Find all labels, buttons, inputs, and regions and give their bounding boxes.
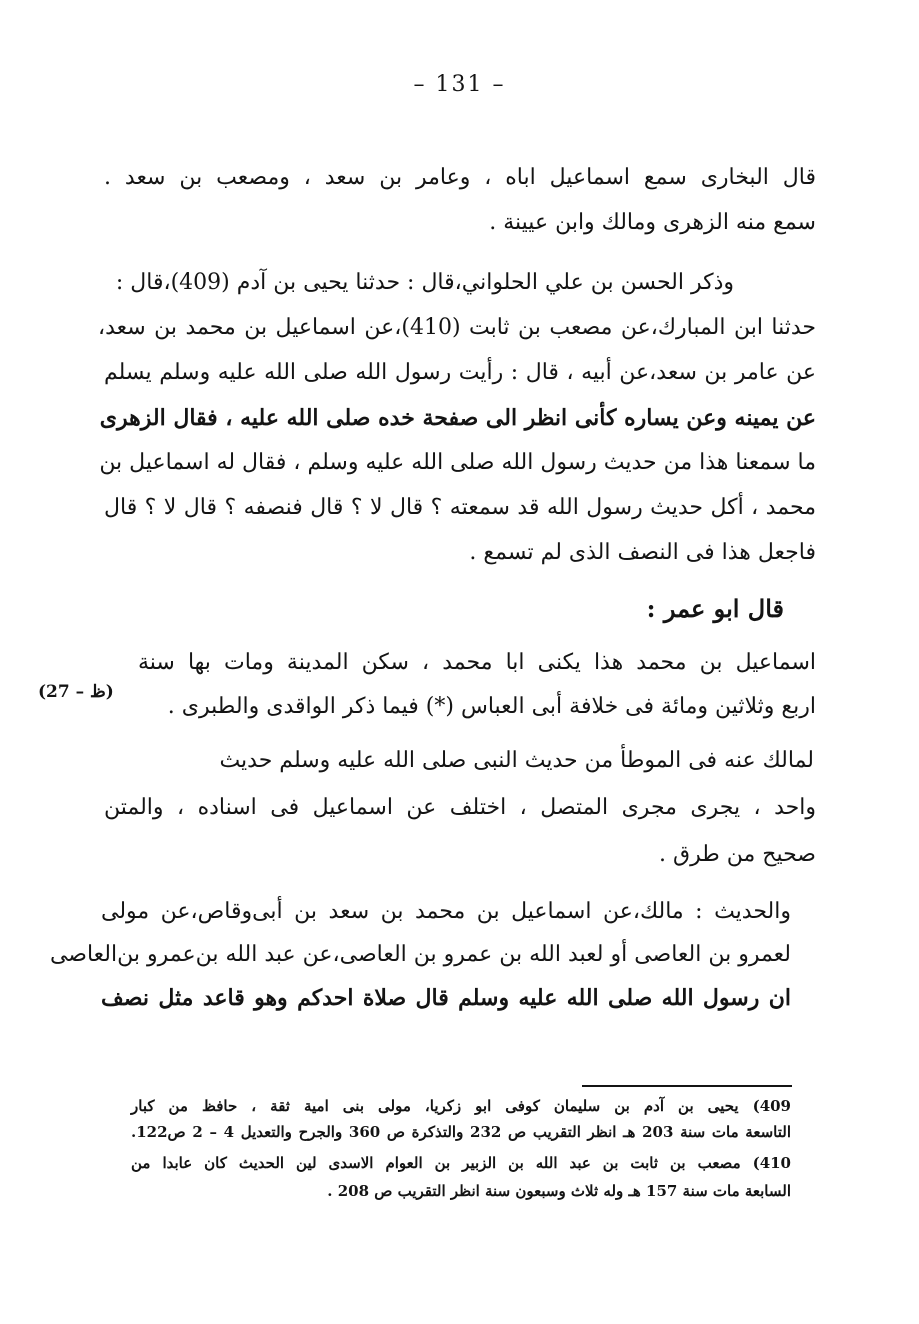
text-line-5: عن عامر بن سعد،عن أبيه ، قال : رأيت رسول الله صلى الله عليه وسلم يسلم [104,360,816,385]
margin-note: (27 – ظ) [38,682,114,702]
footnote-line-4: السابعة مات سنة 157 هـ وله ثلاث وسبعون سنة انظر التقريب ص 208 . [327,1182,791,1200]
footnote-line-2: التاسعة مات سنة 203 هـ انظر التقريب ص 232 والتذكرة ص 360 والجرح والتعديل 4 – 2 ص122. [131,1123,791,1141]
text-line-7: ما سمعنا هذا من حديث رسول الله صلى الله عليه وسلم ، فقال له اسماعيل بن [99,450,816,475]
text-line-14: واحد ، يجرى مجرى المتصل ، اختلف عن اسماعيل فى اسناده ، والمتن [104,795,816,820]
footnote-line-3: 410) مصعب بن ثابت بن عبد الله بن الزبير بن العوام الاسدى لين الحديث كان عابدا من [131,1154,791,1172]
text-line-16: والحديث : مالك،عن اسماعيل بن محمد بن سعد بن أبى‌وقاص،عن مولى [101,899,791,924]
text-line-11: اسماعيل بن محمد هذا يكنى ابا محمد ، سكن المدينة ومات بها سنة [138,650,816,675]
text-line-1: قال البخارى سمع اسماعيل اباه ، وعامر بن سعد ، ومصعب بن سعد . [104,165,816,190]
text-line-15: صحيح من طرق . [659,842,816,867]
text-line-9: فاجعل هذا فى النصف الذى لم تسمع . [469,540,816,565]
footnote-separator [582,1085,792,1087]
text-line-2: سمع منه الزهرى ومالك وابن عيينة . [489,210,816,235]
text-line-17: لعمرو بن العاصى أو لعبد الله بن عمرو بن العاصى،عن عبد الله بن‌عمرو بن‌العاصى [49,942,791,967]
text-line-18: ان رسول الله صلى الله عليه وسلم قال صلاة احدكم وهو قاعد مثل نصف [101,985,791,1011]
text-line-4: حدثنا ابن المبارك،عن مصعب بن ثابت (410)،عن اسماعيل بن محمد بن سعد، [98,315,817,340]
footnote-line-1: 409) يحيى بن آدم بن سليمان كوفى ابو زكريا، مولى بنى امية ثقة ، حافظ من كبار [131,1097,791,1115]
text-line-12: اربع وثلاثين ومائة فى خلافة أبى العباس (*) فيما ذكر الواقدى والطبرى . [167,694,816,719]
text-line-8: محمد ، أكل حديث رسول الله قد سمعته ؟ قال لا ؟ قال فنصفه ؟ قال لا ؟ قال [104,495,816,520]
text-line-13: لمالك عنه فى الموطأ من حديث النبى صلى الله عليه وسلم حديث [219,748,814,773]
subheading: قال ابو عمر : [646,594,784,623]
page-number: – 131 – [413,72,506,97]
text-line-6: عن يمينه وعن يساره كأنى انظر الى صفحة خده صلى الله عليه ، فقال الزهرى [99,405,816,431]
text-line-3: وذكر الحسن بن علي الحلواني،قال : حدثنا يحيى بن آدم (409)،قال : [115,270,734,295]
